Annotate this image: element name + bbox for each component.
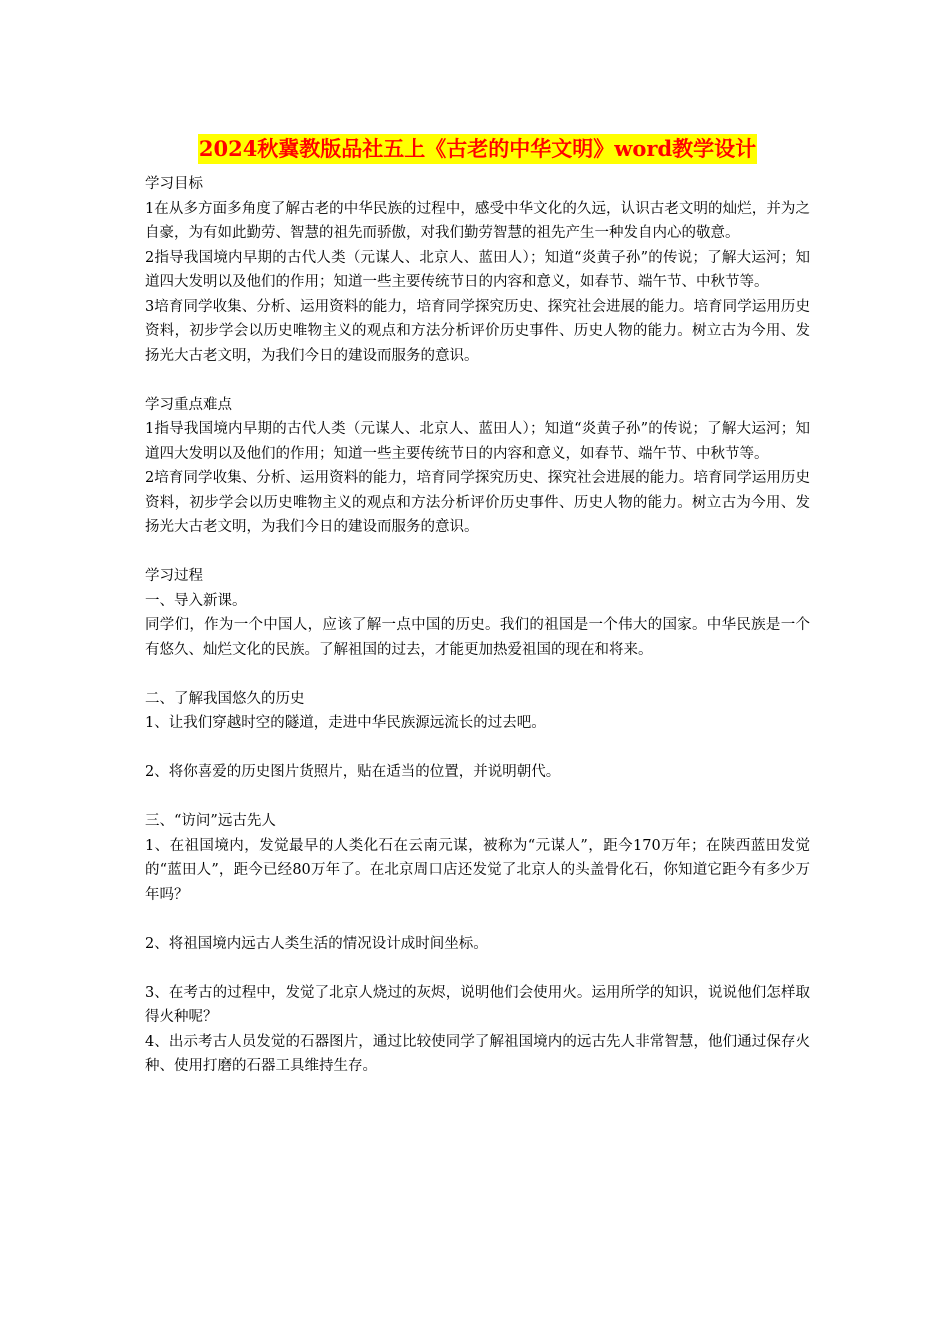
spacer [145,785,810,810]
part2-item-1: 1、让我们穿越时空的隧道，走进中华民族源远流长的过去吧。 [145,715,546,731]
part3-heading: 三、“访问”远古先人 [145,813,276,829]
spacer [145,736,810,761]
goal-item-2: 2指导我国境内早期的古代人类（元谋人、北京人、蓝田人）；知道“炎黄子孙”的传说；了解大运河；知道四大发明以及他们的作用；知道一些主要传统节日的内容和意义，如春节、端午节、中秋节等。 [145,249,810,290]
goal-item-3: 3培育同学收集、分析、运用资料的能力，培育同学探究历史、探究社会进展的能力。培育同学运用历史资料，初步学会以历史唯物主义的观点和方法分析评价历史事件、历史人物的能力。树立古为今用、发扬光大古老文明，为我们今日的建设而服务的意识。 [145,298,810,364]
key-point-item-2: 2培育同学收集、分析、运用资料的能力，培育同学探究历史、探究社会进展的能力。培育同学运用历史资料，初步学会以历史唯物主义的观点和方法分析评价历史事件、历史人物的能力。树立古为今用、发扬光大古老文明，为我们今日的建设而服务的意识。 [145,470,810,535]
goal-item-1: 1在从多方面多角度了解古老的中华民族的过程中，感受中华文化的久远，认识古老文明的灿烂，并为之自豪，为有如此勤劳、智慧的祖先而骄傲，对我们勤劳智慧的祖先产生一种发自内心的敬意。 [145,200,810,241]
goals-heading: 学习目标 [145,176,203,192]
spacer [145,907,810,932]
key-points-heading: 学习重点难点 [145,396,232,413]
part2-item-2: 2、将你喜爱的历史图片货照片，贴在适当的位置，并说明朝代。 [145,764,561,780]
part1-text: 同学们，作为一个中国人，应该了解一点中国的历史。我们的祖国是一个伟大的国家。中华民族是一个有悠久、灿烂文化的民族。了解祖国的过去，才能更加热爱祖国的现在和将来。 [145,617,810,658]
document-title: 2024秋冀教版品社五上《古老的中华文明》word教学设计 [198,134,757,164]
part3-item-4: 4、出示考古人员发觉的石器图片，通过比较使同学了解祖国境内的远古先人非常智慧，他们通过保存火种、使用打磨的石器工具维持生存。 [145,1033,810,1074]
part3-item-2: 2、将祖国境内远古人类生活的情况设计成时间坐标。 [145,935,488,952]
key-point-item-1: 1指导我国境内早期的古代人类（元谋人、北京人、蓝田人）；知道“炎黄子孙”的传说；了解大运河；知道四大发明以及他们的作用；知道一些主要传统节日的内容和意义，如春节、端午节、中秋节等。 [145,421,810,462]
spacer [145,540,810,565]
document-page [145,134,810,1079]
spacer [145,662,810,687]
part2-heading: 二、了解我国悠久的历史 [145,690,305,707]
title-wrap [135,134,820,164]
process-heading: 学习过程 [145,568,203,584]
spacer [145,368,810,393]
part3-item-1: 1、在祖国境内，发觉最早的人类化石在云南元谋，被称为“元谋人”，距今170万年；在陕西蓝田发觉的“蓝田人”，距今已经80万年了。在北京周口店还发觉了北京人的头盖骨化石，你知道它距今有多少万年吗？ [145,837,810,903]
part3-item-3: 3、在考古的过程中，发觉了北京人烧过的灰烬，说明他们会使用火。运用所学的知识，说说他们怎样取得火种呢？ [145,984,810,1025]
spacer [145,956,810,981]
part1-heading: 一、导入新课。 [145,592,247,609]
